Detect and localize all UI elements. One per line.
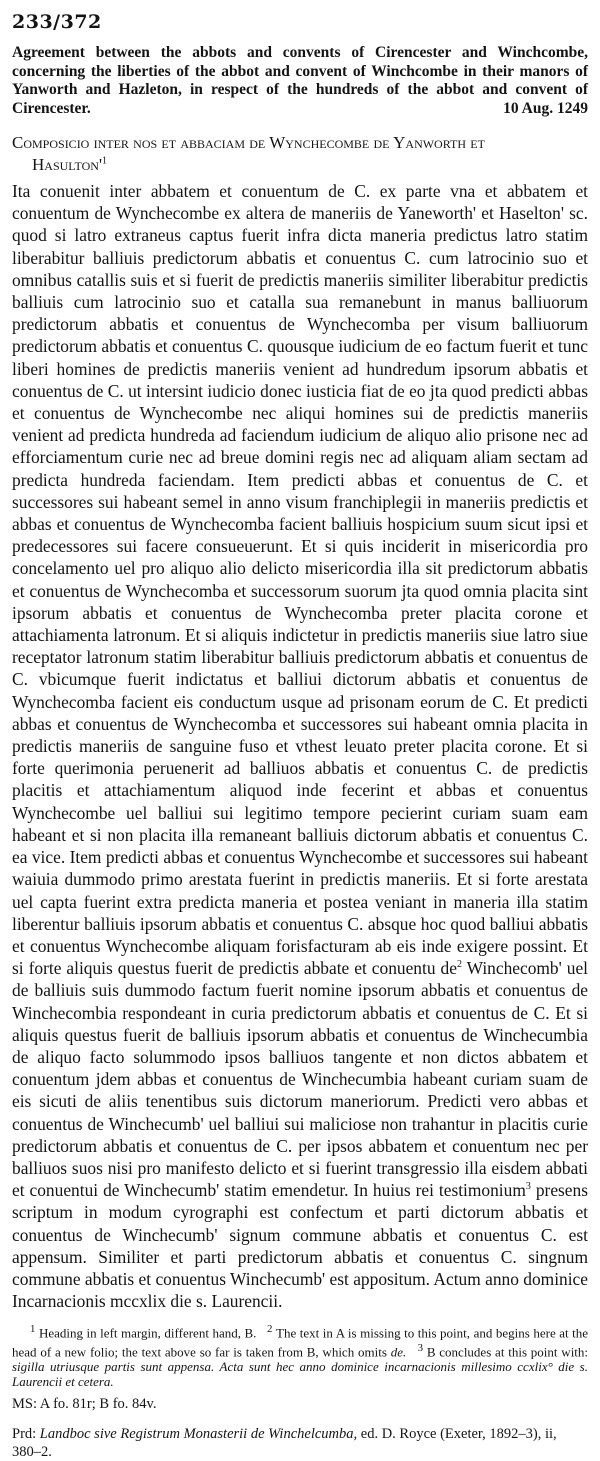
printed-edition: Prd: Landboc sive Registrum Monasterii de Winchelcumba, ed. D. Royce (Exeter, 1892–3), ii, 380–2. xyxy=(12,1426,557,1461)
footnote-2-italic: de. xyxy=(390,1344,407,1360)
heading-line-2: Hasulton' xyxy=(32,155,103,174)
document-number: 233/372 xyxy=(12,11,102,33)
text-part-3: presens scriptum in modum cyrographi est confectum et parti dictorum abbatis et conuentus de Winchecumb' signum commune abbatis et conuentus C. est appensum. Similiter et parti predictorum abbatis et conuentus C. singnum commune abbatis et conuentus Winchecumb' est appositum. Actum anno dominice Incarnacionis mccxlix die s. Laurencii. xyxy=(12,1180,588,1312)
text-part-1: Ita conuenit inter abbatem et conuentum de C. ex parte vna et abbatem et conuentum de Wynchecombe ex altera de maneriis de Yaneworth' et Haselton' sc. quod si latro extraneus captus fuerit infra dicta maneria predictus latro statim liberabitur balliuis predictorum abbatis et conuentus C. cum latrocinio suo et omnibus catallis suis et si fuerit de predictis maneriis similiter liberabitur predictis balliuis cum latrocinio suo et catalla sua remanebunt in manus balliuorum predictorum abbatis et conuentus de Wynchecomba per visum balliuorum predictorum abbatis et conuentus C. quousque iudicium de eo factum fuerit et tunc liberi homines de predictis maneriis venient ad hundredum ipsorum abbatis et conuentus de C. ut intersint iudicio donec iusticia fiat de eo jta quod predicti abbas et conuentus de Wynchecombe nec aliqui homines sui de predictis maneriis venient ad predicta hundreda ad faciendum iudicium de aliquo alio prisone nec ad efforciamentum curie nec ad breue domini regis nec ad aliquam aliam sectam ad predicta hundreda faciendam. Item predicti abbas et conuentus de C. et successores sui habeant semel in anno visum franchiplegii in maneriis predictis et abbas et conuentus de Wynchecomba facient balliuis hospicium suum sicut ipsi et predecessores sui facere consueuerunt. Et si quis inciderit in misericordia pro concelamento uel pro aliquo alio delicto misericordia illa sit predictorum abbatis et conuentus de Wynchecomba et successorum suorum jta quod omnia placita sint ipsorum abbatis et conuentus de Wynchecomba preter placita corone et attachiamenta latronum. Et si aliquis indictetur in predictis maneriis siue latro siue receptator latronum statim liberabitur balliuis predictorum abbatis et conuentus de C. vbicumque fuerit indictatus et balliui dictorum abbatis et conuentus de Wynchecomba facient eis conductum usque ad prisonam eorum de C. Et predicti abbas et conuentus de Wynchecomba et successores sui habeant omnia placita in predictis maneriis de sanguine fuso et vthest leuato preter placita corone. Et si forte querimonia peruenerit ad balliuos abbatis et conuentus C. de predictis placitis et attachiamentum aliquod inde fecerint et abbas et conuentus Wynchecombe uel balliui sui legitimo tempore pecierint curiam suam eam habeant et si non placita illa remaneant balliuis dictorum abbatis et conuentus C. ea vice. Item predicti abbas et conuentus Wynchecombe et successores sui habeant waiuia dummodo primo arestata fuerint in predictis maneriis. Et si forte arestata uel capta fuerint extra predicta maneria et postea veniant in maneria illa statim liberentur balliuis ipsorum abbatis et conuentus C. absque hoc quod balliui abbatis et conuentus Wynchecombe aliquam forisfacturam ab eis inde exigere possint. Et si forte aliquis questus fuerit de predictis abbate et conuentu de xyxy=(12,181,588,979)
document-page xyxy=(12,0,588,1461)
text-part-2: Winchecomb' uel de balliuis suis dummodo factum fuerit nomine ipsorum abbatis et conuentus de Winchecombia respondeant in curia predictorum abbatis et conuentus de C. Et si aliquis questus fuerit de balliuis ipsorum abbatis et conuentus de Winchecumbia de aliquo facto solummodo ipsos balliuos tangente et non dictos abbatem et conuentum jdem abbas et conuentus de Winchecumbia habeant curiam suam de eis sicuti de aliis tenentibus suis dictorum maneriorum. Predicti vero abbas et conuentus de Winchecumb' uel balliui sui maliciose non trahantur in placitis curie predictorum abbatis et conuentus de C. per ipsos abbatem et conuentum nec per balliuos suos nisi pro manifesto delicto et si fuerint transgressio illa eisdem abbati et conuentui de Winchecumb' statim emendetur. In huius rei testimonium xyxy=(12,958,588,1201)
latin-text xyxy=(12,180,588,1312)
heading-line-1: Composicio inter nos et abbaciam de Wynchecombe de Yanworth et xyxy=(12,133,485,152)
document-date: 10 Aug. 1249 xyxy=(503,99,588,117)
footnote-ref-2: 2 xyxy=(456,959,462,971)
latin-heading xyxy=(12,132,588,176)
footnote-ref-1: 1 xyxy=(102,155,108,167)
footnote-1: Heading in left margin, different hand, B. xyxy=(38,1325,257,1341)
footnote-2: The text in A is missing to this point, and begins here at the head of a new folio; the text above so far is taken from B, which omits xyxy=(12,1325,589,1360)
footnotes: $^1$ Heading in left margin, different hand, B. $^2$ The text in A is missing to this point, and begins here at the head of a new folio; the text above so far is taken from B, which omits de. $^3$ B concludes at this point with: sigilla utriusque partis sunt appensa. Acta sunt hec anno dominice incarnacionis millesimo ccxlix° die s. Laurencii et cetera. xyxy=(12,1323,589,1390)
summary-text: Agreement between the abbots and convents of Cirencester and Winchcombe, concerning the liberties of the abbot and convent of Winchcombe in their manors of Yanworth and Hazleton, in respect of the hundreds of the abbot and convent of Cirencester. xyxy=(12,44,588,117)
edition-title: Landboc sive Registrum Monasterii de Winchelcumba, xyxy=(39,1426,358,1443)
footnote-3-italic: sigilla utriusque partis sunt appensa. Acta sunt hec anno dominice incarnacionis millesimo ccxlix° die s. Laurencii et cetera. xyxy=(12,1359,588,1390)
footnote-3: B concludes at this point with: xyxy=(426,1344,589,1360)
manuscript-sources: MS: A fo. 81r; B fo. 84v. xyxy=(12,1396,157,1413)
footnote-ref-3: 3 xyxy=(525,1181,531,1193)
document-summary xyxy=(12,44,588,118)
